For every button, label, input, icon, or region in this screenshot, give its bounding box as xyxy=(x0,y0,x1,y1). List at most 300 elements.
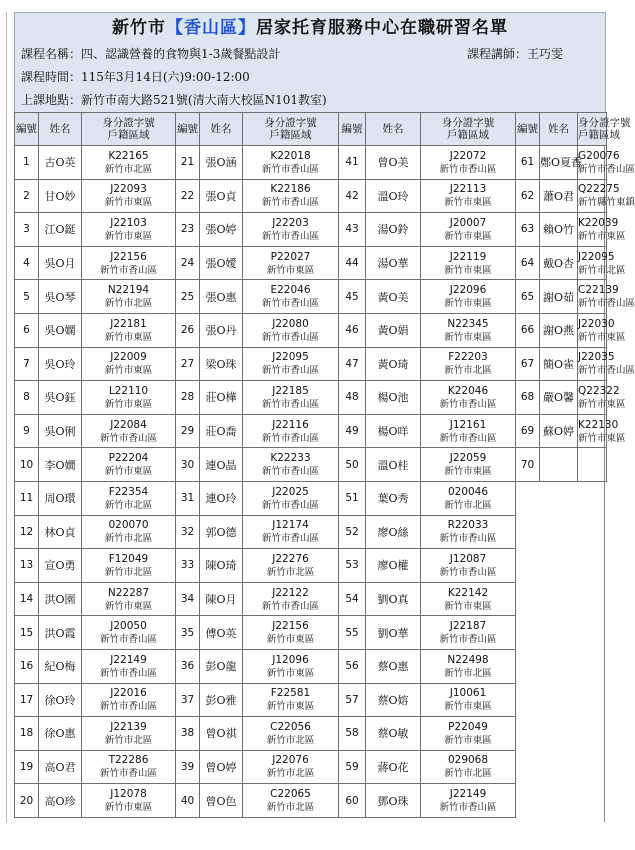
empty-area xyxy=(516,750,607,784)
roster-header xyxy=(14,12,606,112)
participant-id-cell xyxy=(243,280,339,314)
participant-id: J22156 xyxy=(110,250,147,263)
participant-id: K22046 xyxy=(447,384,489,397)
participant-id-cell xyxy=(82,448,176,482)
participant-id: R22033 xyxy=(447,519,489,532)
participant-id-cell xyxy=(82,280,176,314)
participant-district: 新竹市香山區 xyxy=(99,264,157,276)
participant-id: J12087 xyxy=(449,552,487,565)
participant-number: 58 xyxy=(339,717,366,751)
participant-id: G20076 xyxy=(578,149,620,162)
participant-district: 新竹市東區 xyxy=(578,432,626,444)
participant-id: J22156 xyxy=(272,620,309,633)
participant-id: J22116 xyxy=(272,418,309,431)
participant-id-cell xyxy=(421,683,516,717)
participant-district: 新竹市東區 xyxy=(266,264,315,276)
table-row xyxy=(15,481,607,515)
participant-name: 彭O雅 xyxy=(200,683,243,717)
participant-id-cell xyxy=(421,649,516,683)
participant-number: 16 xyxy=(15,649,39,683)
participant-id: C22056 xyxy=(270,720,311,733)
participant-district: 新竹市東區 xyxy=(444,701,492,713)
participant-name: 張O丹 xyxy=(200,313,243,347)
participant-district: 新竹市香山區 xyxy=(261,365,319,377)
participant-number: 2 xyxy=(15,179,39,213)
participant-district: 新竹市北區 xyxy=(444,365,492,377)
participant-number: 51 xyxy=(339,481,366,515)
participant-id: J22095 xyxy=(578,250,615,263)
table-row xyxy=(15,750,607,784)
participant-number: 6 xyxy=(15,313,39,347)
participant-id-cell xyxy=(82,549,176,583)
empty-area xyxy=(516,683,607,717)
participant-district: 新竹市東區 xyxy=(444,197,492,209)
participant-name: 張O涵 xyxy=(200,146,243,180)
participant-name: 吳O玲 xyxy=(39,347,82,381)
participant-district: 新竹市北區 xyxy=(104,499,153,511)
participant-id: Q22275 xyxy=(578,183,620,196)
participant-id-cell xyxy=(578,313,626,347)
location-row xyxy=(15,89,605,112)
participant-district: 新竹市東區 xyxy=(578,331,626,343)
participant-id-cell xyxy=(578,179,635,213)
participant-district: 新竹市東區 xyxy=(104,365,153,377)
col-header-name: 姓名 xyxy=(39,113,82,146)
participant-id-cell xyxy=(243,717,339,751)
table-row xyxy=(15,146,607,180)
participant-name: 廖O權 xyxy=(366,549,421,583)
participant-name: 吳O嫻 xyxy=(39,313,82,347)
participant-name: 曾O祺 xyxy=(200,717,243,751)
participant-id: J22276 xyxy=(272,552,309,565)
participant-number: 50 xyxy=(339,448,366,482)
participant-name: 江O鋌 xyxy=(39,213,82,247)
participant-id: K22039 xyxy=(578,216,619,229)
participant-number: 22 xyxy=(176,179,200,213)
participant-id-cell xyxy=(82,347,176,381)
participant-id: N22345 xyxy=(447,317,489,330)
participant-id-cell xyxy=(82,616,176,650)
participant-name: 蘇O婷 xyxy=(540,414,578,448)
participant-number: 65 xyxy=(516,280,540,314)
participant-name: 傅O英 xyxy=(200,616,243,650)
participant-number: 30 xyxy=(176,448,200,482)
participant-id-cell xyxy=(82,582,176,616)
table-row xyxy=(15,649,607,683)
col-header-district-label: 戶籍區域 xyxy=(578,129,620,141)
participant-district: 新竹市香山區 xyxy=(99,634,157,646)
table-row xyxy=(15,213,607,247)
participant-number: 48 xyxy=(339,381,366,415)
participant-name: 鄧O珠 xyxy=(366,784,421,818)
participant-id-cell xyxy=(421,313,516,347)
empty-area xyxy=(516,616,607,650)
participant-id-cell xyxy=(421,481,516,515)
participant-id: J22030 xyxy=(578,317,615,330)
participant-id: N22498 xyxy=(447,653,489,666)
participant-id-cell xyxy=(82,784,176,818)
participant-id-cell xyxy=(82,213,176,247)
participant-district: 新竹市東區 xyxy=(444,298,492,310)
participant-district: 新竹市東區 xyxy=(444,264,492,276)
participant-id: F22203 xyxy=(448,351,488,364)
participant-id: J10061 xyxy=(449,687,487,700)
col-header-id xyxy=(421,113,516,146)
participant-district: 新竹市香山區 xyxy=(261,298,319,310)
participant-id: J22139 xyxy=(110,720,147,733)
participant-district: 新竹市香山區 xyxy=(99,432,157,444)
participant-district: 新竹市香山區 xyxy=(99,667,157,679)
participant-district: 新竹市香山區 xyxy=(578,163,635,175)
participant-name: 連O玲 xyxy=(200,481,243,515)
participant-name: 陳O琦 xyxy=(200,549,243,583)
participant-name: 吳O月 xyxy=(39,246,82,280)
participant-name: 蔣O花 xyxy=(366,750,421,784)
participant-name: 徐O玲 xyxy=(39,683,82,717)
participant-district: 新竹市東區 xyxy=(266,634,315,646)
participant-name: 戴O杏 xyxy=(540,246,578,280)
participant-id-cell xyxy=(243,213,339,247)
empty-cell xyxy=(578,448,607,482)
time-value: 115年3月14日(六)9:00-12:00 xyxy=(81,70,250,84)
title-main: 居家托育服務中心在職研習名單 xyxy=(256,18,508,38)
participant-id: 020070 xyxy=(108,519,149,532)
table-row xyxy=(15,246,607,280)
participant-name: 黃O娟 xyxy=(366,313,421,347)
participant-name: 梁O珠 xyxy=(200,347,243,381)
location-label: 上課地點： xyxy=(21,93,82,107)
participant-district: 新竹市香山區 xyxy=(261,398,319,410)
participant-number: 11 xyxy=(15,481,39,515)
participant-id: C22139 xyxy=(578,284,619,297)
participant-id-cell xyxy=(82,381,176,415)
participant-name: 黃O琦 xyxy=(366,347,421,381)
participant-district: 新竹市北區 xyxy=(266,734,315,746)
col-header-name: 姓名 xyxy=(366,113,421,146)
participant-number: 56 xyxy=(339,649,366,683)
empty-area xyxy=(516,784,607,818)
participant-name: 徐O惠 xyxy=(39,717,82,751)
participant-id: J22122 xyxy=(272,586,309,599)
participant-id: N22287 xyxy=(107,586,150,599)
participant-id: J22203 xyxy=(272,216,309,229)
instructor-value: 王巧雯 xyxy=(527,47,564,61)
participant-number: 69 xyxy=(516,414,540,448)
participant-id-cell xyxy=(243,784,339,818)
participant-number: 45 xyxy=(339,280,366,314)
table-row xyxy=(15,717,607,751)
participant-number: 52 xyxy=(339,515,366,549)
participant-name: 周O環 xyxy=(39,481,82,515)
participant-name: 溫O玲 xyxy=(366,179,421,213)
participant-number: 66 xyxy=(516,313,540,347)
participant-name: 李O嫺 xyxy=(39,448,82,482)
participant-id: K22018 xyxy=(270,149,311,162)
participant-number: 47 xyxy=(339,347,366,381)
participant-district: 新竹市香山區 xyxy=(99,768,157,780)
participant-id-cell xyxy=(243,582,339,616)
participant-id: J22095 xyxy=(272,351,309,364)
participant-number: 67 xyxy=(516,347,540,381)
participant-name: 曾O色 xyxy=(200,784,243,818)
table-row xyxy=(15,347,607,381)
participant-number: 26 xyxy=(176,313,200,347)
table-row xyxy=(15,784,607,818)
participant-id: K22186 xyxy=(270,183,311,196)
participant-name: 謝O茹 xyxy=(540,280,578,314)
participant-name: 賴O竹 xyxy=(540,213,578,247)
participant-name: 洪O霞 xyxy=(39,616,82,650)
participant-number: 1 xyxy=(15,146,39,180)
participant-id-cell xyxy=(421,213,516,247)
participant-id-cell xyxy=(578,347,635,381)
participant-id: J22149 xyxy=(449,788,487,801)
table-row xyxy=(15,515,607,549)
participant-id: F22354 xyxy=(108,485,149,498)
participant-name: 林O貞 xyxy=(39,515,82,549)
participant-id-cell xyxy=(82,683,176,717)
participant-district: 新竹市北區 xyxy=(266,802,315,814)
participant-number: 54 xyxy=(339,582,366,616)
time-row xyxy=(15,66,605,89)
table-row xyxy=(15,179,607,213)
participant-id-cell xyxy=(421,179,516,213)
participant-name: 楊O池 xyxy=(366,381,421,415)
participant-district: 新竹市東區 xyxy=(444,466,492,478)
roster-table xyxy=(14,112,635,818)
participant-number: 41 xyxy=(339,146,366,180)
participant-number: 3 xyxy=(15,213,39,247)
participant-district: 新竹市北區 xyxy=(104,566,153,578)
participant-district: 新竹市北區 xyxy=(578,264,626,276)
col-header-district-label: 戶籍區域 xyxy=(269,129,312,141)
participant-id-cell xyxy=(421,784,516,818)
participant-id-cell xyxy=(243,683,339,717)
participant-district: 新竹市東區 xyxy=(444,230,492,242)
roster-body xyxy=(15,146,635,818)
participant-district: 新竹市東區 xyxy=(104,197,153,209)
empty-area xyxy=(516,582,607,616)
participant-district: 新竹市北區 xyxy=(104,163,153,175)
participant-name: 劉O華 xyxy=(366,616,421,650)
participant-id: J22025 xyxy=(272,485,309,498)
col-header-name: 姓名 xyxy=(540,113,578,146)
participant-name: 甘O妙 xyxy=(39,179,82,213)
participant-district: 新竹市香山區 xyxy=(261,197,319,209)
participant-district: 新竹市香山區 xyxy=(439,634,497,646)
participant-number: 46 xyxy=(339,313,366,347)
participant-district: 新竹市香山區 xyxy=(261,163,319,175)
participant-id-cell xyxy=(82,649,176,683)
participant-name: 張O嬡 xyxy=(200,246,243,280)
table-row xyxy=(15,313,607,347)
participant-number: 34 xyxy=(176,582,200,616)
participant-id-cell xyxy=(82,515,176,549)
participant-name: 高O珍 xyxy=(39,784,82,818)
participant-id-cell xyxy=(243,414,339,448)
participant-id-cell xyxy=(578,414,626,448)
participant-id-cell xyxy=(82,750,176,784)
participant-name: 嚴O馨 xyxy=(540,381,578,415)
participant-id: J12078 xyxy=(110,788,147,801)
participant-id-cell xyxy=(421,381,516,415)
participant-id-cell xyxy=(578,246,626,280)
participant-number: 33 xyxy=(176,549,200,583)
participant-name: 楊O咩 xyxy=(366,414,421,448)
participant-district: 新竹市東區 xyxy=(104,466,153,478)
participant-id: J22113 xyxy=(449,183,487,196)
participant-id-cell xyxy=(243,515,339,549)
participant-id-cell xyxy=(421,347,516,381)
participant-name: 鄭O夏香 xyxy=(540,146,578,180)
participant-name: 簡O雀 xyxy=(540,347,578,381)
participant-id: K22130 xyxy=(578,418,619,431)
participant-id: J22076 xyxy=(272,754,309,767)
participant-number: 38 xyxy=(176,717,200,751)
participant-id: K22233 xyxy=(270,452,311,465)
participant-id: J22149 xyxy=(110,653,147,666)
empty-area xyxy=(516,549,607,583)
participant-district: 新竹市東區 xyxy=(266,667,315,679)
participant-id-cell xyxy=(421,414,516,448)
table-header-row xyxy=(15,113,607,146)
participant-district: 新竹市香山區 xyxy=(439,533,497,545)
participant-number: 20 xyxy=(15,784,39,818)
participant-number: 23 xyxy=(176,213,200,247)
table-row xyxy=(15,448,607,482)
participant-id: J22093 xyxy=(110,183,147,196)
participant-number: 17 xyxy=(15,683,39,717)
participant-id-cell xyxy=(243,649,339,683)
participant-number: 4 xyxy=(15,246,39,280)
participant-id: J22035 xyxy=(578,351,615,364)
participant-number: 43 xyxy=(339,213,366,247)
participant-district: 新竹市東區 xyxy=(578,398,626,410)
col-header-name: 姓名 xyxy=(200,113,243,146)
participant-number: 32 xyxy=(176,515,200,549)
time-label: 課程時間： xyxy=(21,70,82,84)
participant-number: 39 xyxy=(176,750,200,784)
participant-district: 新竹市北區 xyxy=(104,533,153,545)
participant-number: 9 xyxy=(15,414,39,448)
participant-name: 吳O鈺 xyxy=(39,381,82,415)
participant-id-cell xyxy=(421,246,516,280)
participant-id: J22119 xyxy=(449,250,487,263)
participant-name: 蔡O惠 xyxy=(366,649,421,683)
participant-number: 18 xyxy=(15,717,39,751)
participant-id: J20050 xyxy=(110,620,147,633)
participant-district: 新竹市香山區 xyxy=(578,298,635,310)
location-value: 新竹市南大路521號(清大南大校區N101教室) xyxy=(81,93,327,107)
course-label: 課程名稱： xyxy=(21,47,82,61)
col-header-num: 編號 xyxy=(339,113,366,146)
participant-id-cell xyxy=(421,448,516,482)
participant-id-cell xyxy=(243,381,339,415)
participant-number: 25 xyxy=(176,280,200,314)
participant-name: 宣O勇 xyxy=(39,549,82,583)
participant-district: 新竹市北區 xyxy=(266,566,315,578)
participant-number: 7 xyxy=(15,347,39,381)
participant-number: 61 xyxy=(516,146,540,180)
participant-id: J22016 xyxy=(110,687,147,700)
participant-number: 68 xyxy=(516,381,540,415)
participant-number: 21 xyxy=(176,146,200,180)
participant-name: 紀O梅 xyxy=(39,649,82,683)
participant-name: 廖O絲 xyxy=(366,515,421,549)
participant-number: 36 xyxy=(176,649,200,683)
participant-id-cell xyxy=(421,280,516,314)
empty-area xyxy=(516,481,607,515)
participant-district: 新竹市香山區 xyxy=(261,466,319,478)
col-header-id-label: 身分證字號 xyxy=(441,117,495,129)
empty-area xyxy=(516,515,607,549)
participant-number: 15 xyxy=(15,616,39,650)
participant-number: 42 xyxy=(339,179,366,213)
table-row xyxy=(15,549,607,583)
col-header-id xyxy=(578,113,631,146)
participant-id-cell xyxy=(243,481,339,515)
participant-number: 27 xyxy=(176,347,200,381)
participant-id: J22187 xyxy=(449,620,487,633)
participant-number: 55 xyxy=(339,616,366,650)
participant-id-cell xyxy=(243,347,339,381)
col-header-district-label: 戶籍區域 xyxy=(107,129,150,141)
participant-id-cell xyxy=(578,146,635,180)
participant-district: 新竹市北區 xyxy=(104,298,153,310)
participant-district: 新竹市香山區 xyxy=(439,802,497,814)
participant-name: 曾O婷 xyxy=(200,750,243,784)
participant-id: C22065 xyxy=(270,788,311,801)
participant-id-cell xyxy=(82,717,176,751)
participant-name: 郭O德 xyxy=(200,515,243,549)
participant-name: 連O晶 xyxy=(200,448,243,482)
participant-id: J22103 xyxy=(110,216,147,229)
col-header-num: 編號 xyxy=(15,113,39,146)
participant-district: 新竹市香山區 xyxy=(439,566,497,578)
participant-name: 謝O燕 xyxy=(540,313,578,347)
participant-name: 彭O龍 xyxy=(200,649,243,683)
participant-id-cell xyxy=(82,246,176,280)
participant-number: 14 xyxy=(15,582,39,616)
participant-id-cell xyxy=(243,313,339,347)
empty-area xyxy=(516,717,607,751)
page-left-border xyxy=(6,12,7,822)
table-row xyxy=(15,414,607,448)
participant-id: J22080 xyxy=(272,317,309,330)
participant-number: 40 xyxy=(176,784,200,818)
participant-number: 44 xyxy=(339,246,366,280)
participant-district: 新竹市北區 xyxy=(104,734,153,746)
participant-id: N22194 xyxy=(107,284,150,297)
empty-area xyxy=(516,649,607,683)
page-title xyxy=(15,13,605,43)
participant-number: 13 xyxy=(15,549,39,583)
title-district: 【香山區】 xyxy=(166,18,256,38)
participant-id: K22142 xyxy=(447,586,489,599)
participant-number: 29 xyxy=(176,414,200,448)
participant-number: 10 xyxy=(15,448,39,482)
participant-number: 59 xyxy=(339,750,366,784)
participant-id: J12161 xyxy=(449,418,487,431)
participant-id-cell xyxy=(82,146,176,180)
participant-name: 張O惠 xyxy=(200,280,243,314)
participant-district: 新竹市香山區 xyxy=(261,499,319,511)
participant-district: 新竹市東區 xyxy=(444,331,492,343)
table-row xyxy=(15,616,607,650)
participant-id: J22059 xyxy=(449,452,487,465)
participant-district: 新竹市香山區 xyxy=(261,533,319,545)
participant-name: 蔡O嫆 xyxy=(366,683,421,717)
